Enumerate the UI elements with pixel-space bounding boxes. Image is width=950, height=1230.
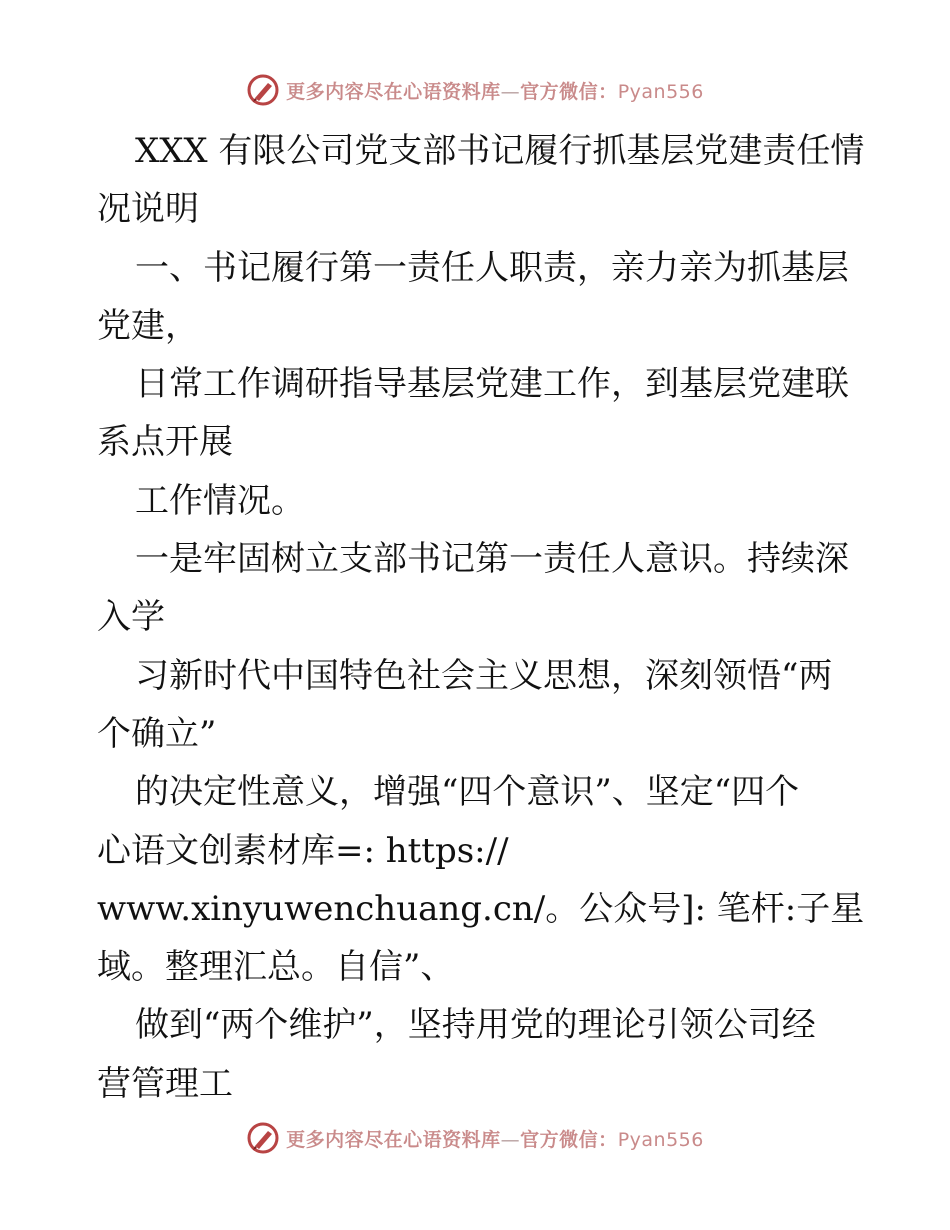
text-line: 党建， bbox=[97, 305, 199, 346]
text-line: 营管理工 bbox=[97, 1063, 233, 1104]
text-line: www.xinyuwenchuang.cn/。公众号]: 笔杆:子星 bbox=[97, 888, 865, 929]
text-line: 入学 bbox=[97, 597, 165, 638]
text-line: 域。整理汇总。自信”、 bbox=[97, 947, 455, 988]
text-line: 一是牢固树立支部书记第一责任人意识。持续深 bbox=[135, 539, 849, 580]
text-line: 的决定性意义，增强“四个意识”、坚定“四个 bbox=[135, 772, 800, 813]
pen-logo-icon bbox=[246, 1121, 280, 1155]
text-line: 日常工作调研指导基层党建工作，到基层党建联 bbox=[135, 364, 849, 405]
text-line: 做到“两个维护”，坚持用党的理论引领公司经 bbox=[135, 1005, 816, 1046]
banner-text bbox=[286, 77, 704, 104]
pen-logo-icon bbox=[246, 73, 280, 107]
document-body bbox=[97, 122, 865, 1113]
text-line: XXX 有限公司党支部书记履行抓基层党建责任情 bbox=[135, 131, 865, 171]
text-line: 一、书记履行第一责任人职责，亲力亲为抓基层 bbox=[135, 247, 849, 288]
banner-label: 官方微信： bbox=[520, 80, 618, 103]
header-banner bbox=[0, 70, 950, 110]
banner-main: 更多内容尽在心语资料库 bbox=[286, 1128, 501, 1151]
banner-wechat-id: Pyan556 bbox=[617, 1128, 704, 1151]
banner-wechat-id: Pyan556 bbox=[617, 80, 704, 103]
text-line: 况说明 bbox=[97, 189, 199, 230]
banner-dash: — bbox=[500, 1128, 521, 1151]
banner-dash: — bbox=[500, 80, 521, 103]
text-line: 个确立” bbox=[97, 713, 217, 754]
banner-label: 官方微信： bbox=[520, 1128, 618, 1151]
banner-text bbox=[286, 1125, 704, 1152]
text-line: 习新时代中国特色社会主义思想，深刻领悟“两 bbox=[135, 655, 833, 696]
text-line: 工作情况。 bbox=[135, 480, 305, 521]
footer-banner bbox=[0, 1118, 950, 1158]
banner-main: 更多内容尽在心语资料库 bbox=[286, 80, 501, 103]
text-line: 心语文创素材库=: https:// bbox=[97, 830, 509, 871]
text-line: 系点开展 bbox=[97, 422, 233, 463]
